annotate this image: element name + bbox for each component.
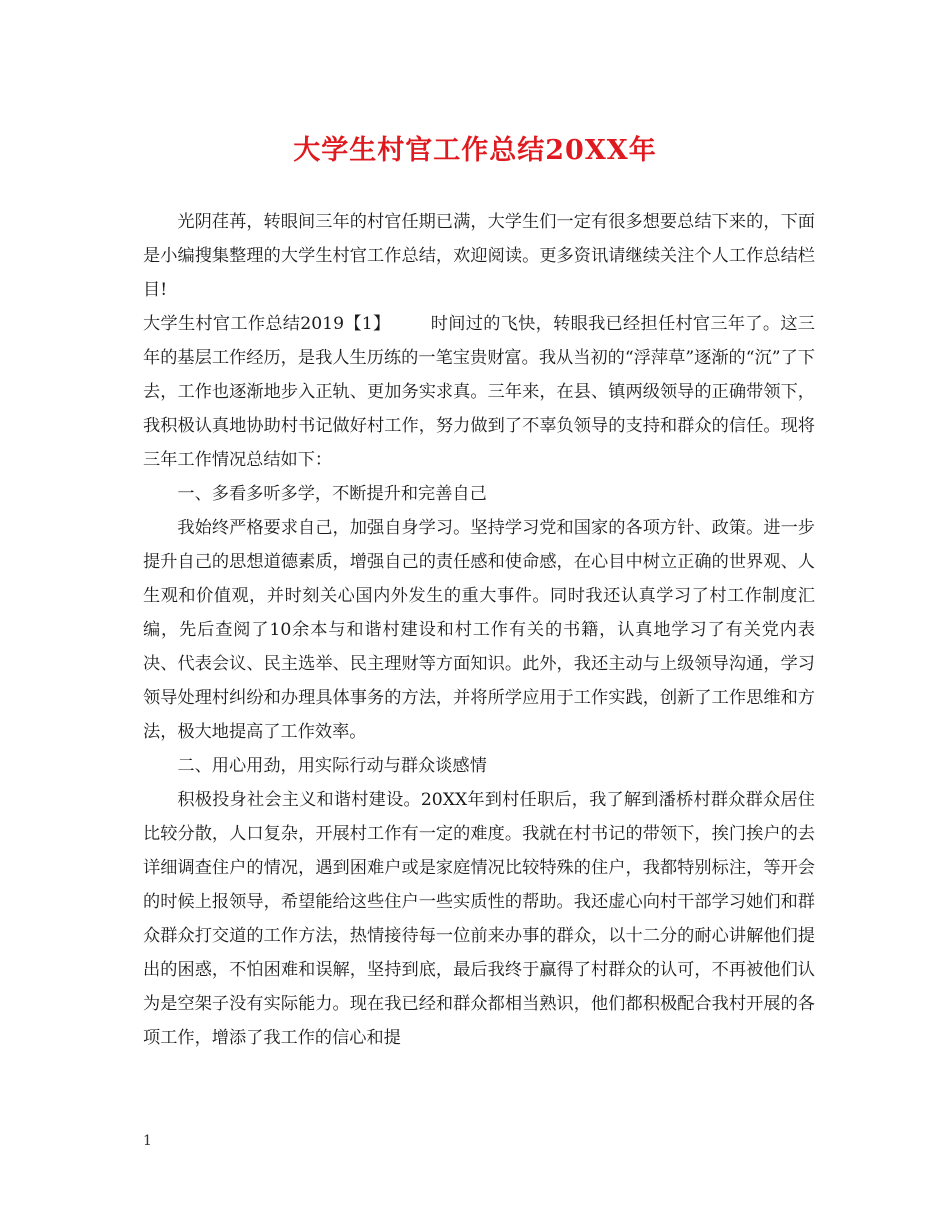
section-paragraph	[143, 307, 815, 477]
heading-one: 一、多看多听多学，不断提升和完善自己	[177, 484, 487, 504]
page-number: 1	[143, 1133, 152, 1149]
paragraph-one: 我始终严格要求自己，加强自身学习。坚持学习党和国家的各项方针、政策。进一步提升自己的思想道德素质，增强自己的责任感和使命感，在心目中树立正确的世界观、人生观和价值观，并时刻关心国内外发生的重大事件。同时我还认真学习了村工作制度汇编，先后查阅了10余本与和谐村建设和村工作有关的书籍，认真地学习了有关党内表决、代表会议、民主选举、民主理财等方面知识。此外，我还主动与上级领导沟通，学习领导处理村纠纷和办理具体事务的方法，并将所学应用于工作实践，创新了工作思维和方法，极大地提高了工作效率。	[143, 518, 815, 742]
section-lead-text: 时间过的飞快，转眼我已经担任村官三年了。这三年的基层工作经历，是我人生历练的一笔宝贵财富。我从当初的“浮萍草”逐渐的“沉”了下去，工作也逐渐地步入正轨、更加务实求真。三年来，在县、镇两级领导的正确带领下，我积极认真地协助村书记做好村工作，努力做到了不辜负领导的支持和群众的信任。现将三年工作情况总结如下：	[143, 314, 815, 470]
section-heading: 大学生村官工作总结2019【1】	[143, 314, 391, 334]
paragraph-two: 积极投身社会主义和谐村建设。20XX年到村任职后，我了解到潘桥村群众群众居住比较分散，人口复杂，开展村工作有一定的难度。我就在村书记的带领下，挨门挨户的去详细调查住户的情况，遇到困难户或是家庭情况比较特殊的住户，我都特别标注，等开会的时候上报领导，希望能给这些住户一些实质性的帮助。我还虚心向村干部学习她们和群众群众打交道的工作方法，热情接待每一位前来办事的群众，以十二分的耐心讲解他们提出的困惑，不怕困难和误解，坚持到底，最后我终于赢得了村群众的认可，不再被他们认为是空架子没有实际能力。现在我已经和群众都相当熟识，他们都积极配合我村开展的各项工作，增添了我工作的信心和提	[143, 790, 815, 1048]
intro-paragraph: 光阴荏苒，转眼间三年的村官任期已满，大学生们一定有很多想要总结下来的，下面是小编搜集整理的大学生村官工作总结，欢迎阅读。更多资讯请继续关注个人工作总结栏目!	[143, 212, 815, 300]
heading-two: 二、用心用劲，用实际行动与群众谈感情	[177, 756, 487, 776]
document-title: 大学生村官工作总结20XX年	[293, 135, 657, 166]
document-body	[143, 205, 815, 1055]
